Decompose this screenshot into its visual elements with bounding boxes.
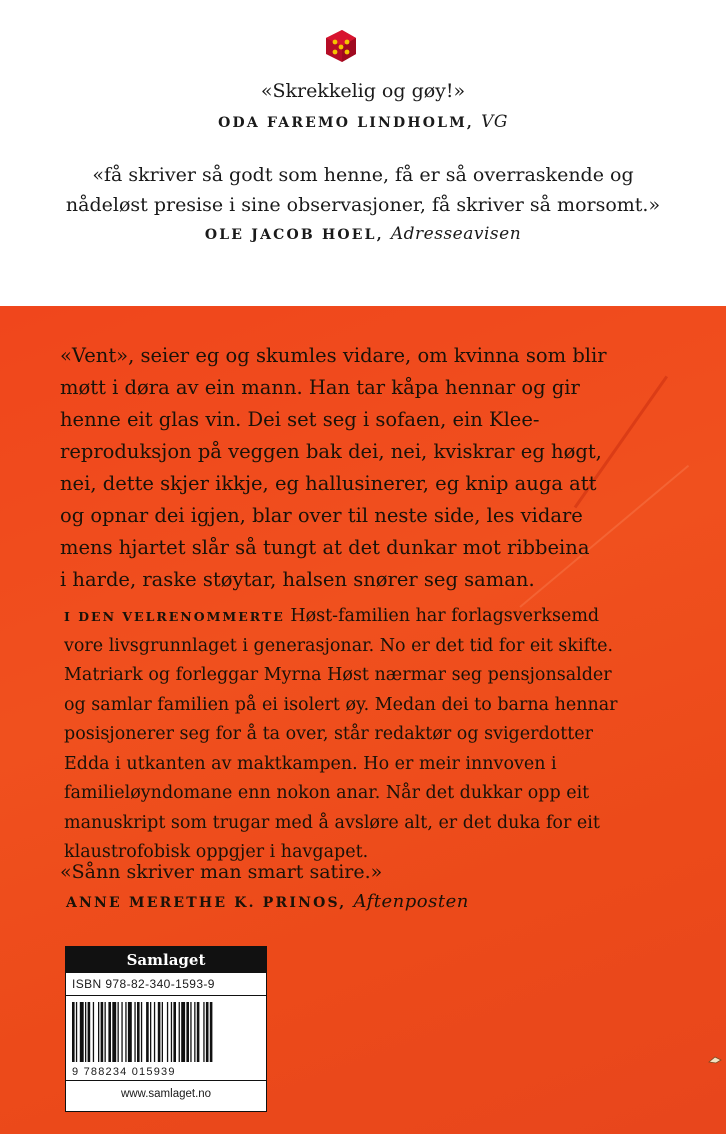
excerpt-line: i harde, raske støytar, halsen snører seg saman. — [60, 568, 535, 591]
barcode-bar — [125, 1002, 126, 1062]
excerpt-line: mens hjartet slår så tungt at det dunkar mot ribbeina — [60, 536, 590, 559]
barcode-bar — [108, 1002, 111, 1062]
barcode-bar — [197, 1002, 200, 1062]
review-attribution-2 — [0, 224, 726, 244]
barcode-bar — [85, 1002, 86, 1062]
review-quote-2-line-2: nådeløst presise i sine observasjoner, få skriver så morsomt.» — [65, 194, 661, 216]
back-cover-orange-panel — [0, 306, 726, 1134]
review-attribution-1 — [0, 112, 726, 132]
barcode-bar — [167, 1002, 168, 1062]
book-blurb — [64, 602, 664, 868]
barcode-bar — [150, 1002, 151, 1062]
reviewer-name-3: ANNE MERETHE K. PRINOS, — [66, 895, 347, 911]
reviewer-name-2: OLE JACOB HOEL, — [204, 227, 384, 243]
barcode-bar — [101, 1002, 104, 1062]
review-quote-1: «Skrekkelig og gøy!» — [260, 80, 466, 102]
blurb-line: klaustrofobisk oppgjer i havgapet. — [64, 842, 369, 862]
reviewer-name-1: ODA FAREMO LINDHOLM, — [218, 115, 474, 131]
barcode-bar — [128, 1002, 132, 1062]
barcode-bar — [190, 1002, 191, 1062]
excerpt-line: nei, dette skjer ikkje, eg hallusinerer, eg knip auga att — [60, 472, 597, 495]
barcode-bar — [162, 1002, 163, 1062]
excerpt-line: og opnar dei igjen, blar over til neste side, les vidare — [60, 504, 583, 527]
review-quote-3: «Sånn skriver man smart satire.» — [60, 861, 383, 883]
blurb-line: familieløyndomane enn nokon anar. Når det dukkar opp eit — [64, 783, 590, 803]
blurb-line: vore livsgrunnlaget i generasjonar. No er det tid for eit skifte. — [64, 635, 614, 656]
review-attribution-3 — [66, 891, 469, 912]
isbn-label: ISBN 978-82-340-1593-9 — [66, 973, 266, 996]
blurb-first-line — [64, 602, 664, 632]
barcode-bar — [137, 1002, 140, 1062]
barcode-bar — [154, 1002, 155, 1062]
barcode-bar — [146, 1002, 149, 1062]
excerpt-line: «Vent», seier eg og skumles vidare, om kvinna som blir — [60, 344, 607, 367]
excerpt-line: reproduksjon på veggen bak dei, nei, kviskrar eg høgt, — [60, 440, 602, 463]
excerpt-line: henne eit glas vin. Dei set seg i sofaen, ein Klee- — [60, 408, 540, 431]
barcode-bar — [203, 1002, 204, 1062]
barcode-bar — [134, 1002, 135, 1062]
barcode-bar — [206, 1002, 209, 1062]
barcode-bar — [112, 1002, 116, 1062]
barcode-bar — [72, 1002, 75, 1062]
barcode-bar — [179, 1002, 180, 1062]
barcode-bar — [76, 1002, 77, 1062]
barcode-bar — [93, 1002, 94, 1062]
barcode-bar — [173, 1002, 176, 1062]
barcode-bar — [171, 1002, 172, 1062]
barcode-bar — [158, 1002, 161, 1062]
barcode-bar — [118, 1002, 119, 1062]
blurb-line: og samlar familien på ei isolert øy. Medan dei to barna hennar — [64, 694, 618, 715]
blurb-line: posisjonerer seg for å ta over, står redaktør og svigerdotter — [64, 724, 593, 744]
review-source-3: Aftenposten — [353, 891, 469, 912]
barcode — [66, 996, 266, 1081]
barcode-bar — [121, 1002, 122, 1062]
barcode-bar — [141, 1002, 142, 1062]
barcode-bar — [194, 1002, 195, 1062]
blurb-line: Edda i utkanten av maktkampen. Ho er meir innvoven i — [64, 753, 557, 774]
blurb-line: Matriark og forleggar Myrna Høst nærmar seg pensjonsalder — [64, 665, 612, 685]
blurb-first-line-rest: Høst-familien har forlagsverksemd — [284, 606, 600, 626]
barcode-bar — [105, 1002, 106, 1062]
barcode-bar — [98, 1002, 99, 1062]
blurb-line: manuskript som trugar med å avsløre alt, er det duka for eit — [64, 812, 600, 833]
barcode-digits: 9 788234 015939 — [66, 1066, 266, 1078]
book-excerpt — [60, 340, 680, 596]
review-source-1: VG — [481, 112, 508, 132]
barcode-box — [65, 946, 267, 1112]
review-section — [0, 0, 726, 306]
barcode-bar — [186, 1002, 189, 1062]
barcode-bar — [88, 1002, 91, 1062]
publisher-url: www.samlaget.no — [120, 1088, 212, 1100]
dice-five-icon — [322, 26, 360, 64]
publisher-label: Samlaget — [66, 947, 266, 973]
review-quote-2-line-1: «få skriver så godt som henne, få er så overraskende og — [92, 164, 634, 186]
review-source-2: Adresseavisen — [390, 224, 522, 244]
barcode-bar — [80, 1002, 84, 1062]
barcode-bars — [72, 1002, 260, 1062]
excerpt-line: møtt i døra av ein mann. Han tar kåpa hennar og gir — [60, 376, 580, 399]
barcode-bar — [210, 1002, 213, 1062]
blurb-lead-in: I DEN VELRENOMMERTE — [64, 609, 285, 624]
barcode-bar — [181, 1002, 185, 1062]
sticker-corner-icon — [708, 1056, 722, 1064]
